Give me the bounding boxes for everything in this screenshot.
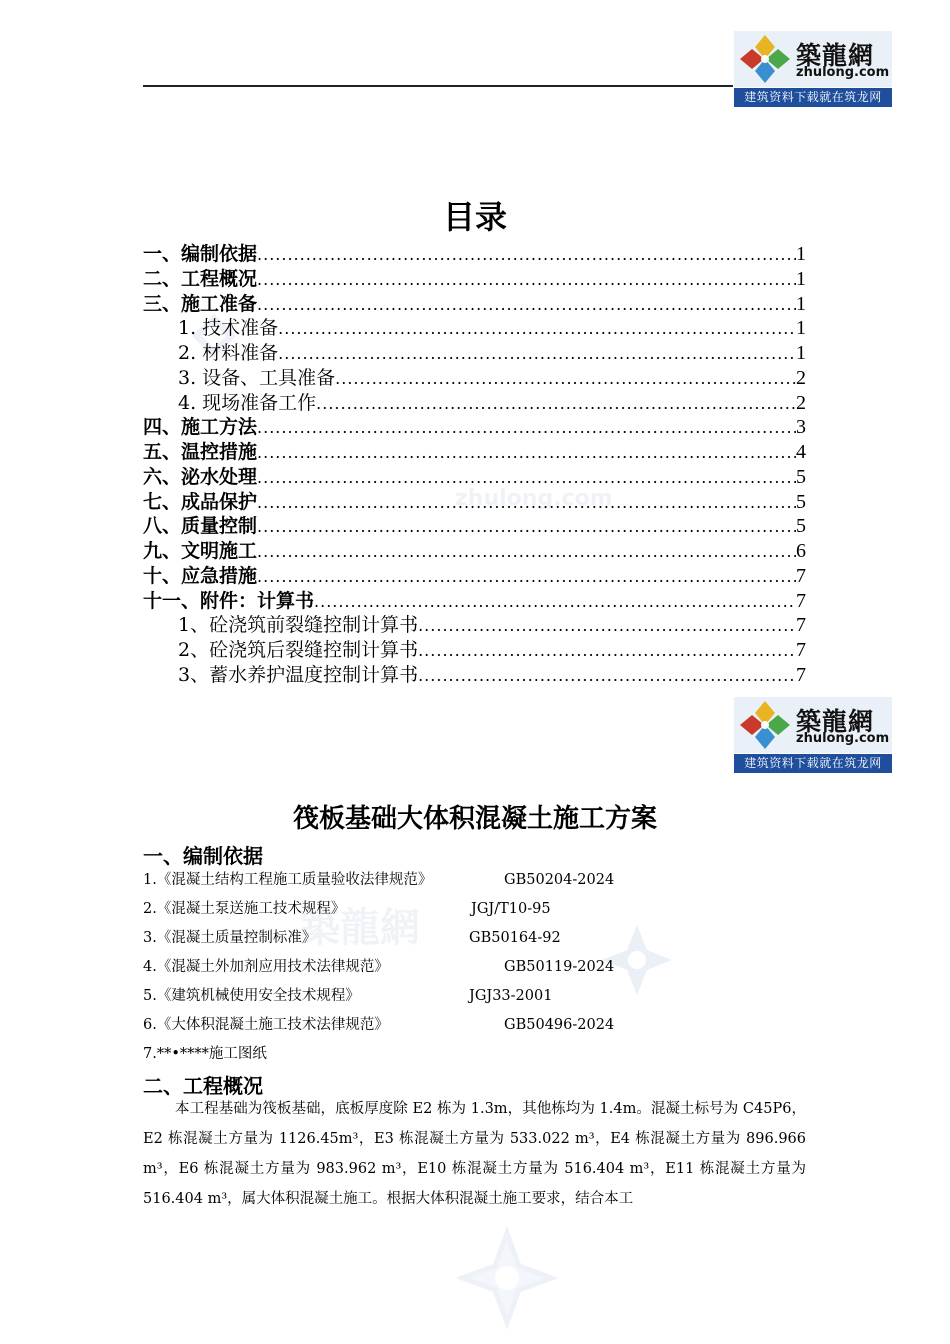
reference-list: [143, 866, 806, 1069]
overview-paragraph: [143, 1094, 806, 1214]
toc-entry-label: 3、蓄水养护温度控制计算书: [178, 663, 419, 686]
logo-name: 築龍網: [796, 41, 875, 70]
toc-dot-leader: [257, 565, 796, 590]
toc-page-number: 5: [796, 515, 806, 538]
header-rule: [143, 85, 733, 87]
zhulong-logo-icon: [738, 699, 792, 751]
reference-item: [143, 866, 806, 895]
toc-entry-label: 三、施工准备: [143, 292, 258, 315]
reference-name: 1.《混凝土结构工程施工质量验收法律规范》: [143, 872, 433, 888]
toc-dot-leader: [257, 293, 796, 318]
toc-entry-label: 二、工程概况: [143, 267, 258, 290]
toc-dot-leader: [418, 639, 796, 664]
toc-entry-label: 2. 材料准备: [178, 342, 279, 364]
toc-entry[interactable]: [143, 589, 806, 614]
toc-dot-leader: [418, 664, 796, 689]
reference-code: GB50496-2024: [504, 1017, 615, 1033]
toc-dot-leader: [257, 441, 796, 466]
toc-page-number: 1: [796, 292, 806, 315]
toc-page-number: 3: [796, 416, 806, 439]
reference-item: [143, 924, 806, 953]
toc-page-number: 4: [796, 441, 806, 463]
watermark-snowflake-bottom: [455, 1226, 559, 1334]
logo-tagline: 建筑资料下载就在筑龙网: [734, 88, 892, 107]
toc-page-number: 5: [796, 465, 806, 488]
toc-entry[interactable]: [143, 613, 806, 638]
toc-entry[interactable]: [143, 267, 806, 292]
toc-entry[interactable]: [143, 316, 806, 341]
toc-dot-leader: [257, 416, 796, 441]
toc-entry-label: 2、砼浇筑后裂缝控制计算书: [178, 639, 419, 661]
toc-entry-label: 一、编制依据: [143, 243, 258, 265]
toc-page-number: 5: [796, 490, 806, 513]
toc-entry-label: 4. 现场准备工作: [178, 391, 317, 414]
reference-code: GB50204-2024: [504, 872, 615, 888]
toc-entry-label: 1. 技术准备: [178, 317, 279, 340]
toc-entry-label: 九、文明施工: [143, 540, 258, 562]
watermark-text-mid: zhulong.com: [455, 486, 613, 511]
reference-name: 7.**•****施工图纸: [143, 1046, 267, 1062]
reference-item: [143, 982, 806, 1011]
toc-title: 目录: [442, 198, 507, 236]
toc-dot-leader: [335, 367, 796, 392]
toc-dot-leader: [278, 342, 796, 367]
toc-page-number: 2: [796, 366, 806, 389]
toc-entry-label: 3. 设备、工具准备: [178, 366, 336, 389]
toc-entry-label: 1、砼浇筑前裂缝控制计算书: [178, 614, 419, 637]
reference-name: 3.《混凝土质量控制标准》: [143, 930, 317, 946]
reference-item: [143, 953, 806, 982]
toc-entry-label: 十一、附件：计算书: [143, 589, 315, 612]
logo-name: 築龍網: [796, 707, 875, 736]
toc-entry-label: 十、应急措施: [143, 564, 258, 587]
toc-entry-label: 七、成品保护: [143, 490, 258, 513]
toc-page-number: 7: [796, 614, 806, 637]
reference-code: GB50164-92: [469, 930, 561, 946]
toc-entry[interactable]: [143, 242, 806, 267]
section-heading-overview: 二、工程概况: [143, 1074, 263, 1098]
overview-text: 本工程基础为筏板基础，底板厚度除 E2 栋为 1.3m，其他栋均为 1.4m。混凝土标号为 C45P6，E2 栋混凝土方量为 1126.45m³，E3 栋混凝土方量为 533.022 m³，E4 栋混凝土方量为 896.966 m³，E6 栋混凝土方量为 983.962 m³，E10 栋混凝土方量为 516.404 m³，E11 栋混凝土方量为 516.404 m³，属大体积混凝土施工。根据大体积混凝土施工要求，结合本工: [143, 1101, 806, 1207]
toc-dot-leader: [314, 590, 796, 615]
reference-code: JGJ33-2001: [469, 988, 553, 1004]
logo-domain: zhulong.com: [796, 731, 890, 746]
zhulong-logo-header: [734, 31, 892, 107]
toc-entry[interactable]: [143, 490, 806, 515]
logo-domain: zhulong.com: [796, 65, 890, 80]
toc-page-number: 7: [796, 639, 806, 661]
toc-page-number: 1: [796, 342, 806, 364]
reference-item: [143, 1040, 806, 1069]
toc-page-number: 6: [796, 540, 806, 562]
toc-entry-label: 六、泌水处理: [143, 465, 258, 488]
zhulong-logo-body: [734, 697, 892, 773]
toc-dot-leader: [257, 491, 796, 516]
reference-name: 4.《混凝土外加剂应用技术法律规范》: [143, 959, 389, 975]
toc-dot-leader: [257, 268, 796, 293]
toc-page-number: 1: [796, 243, 806, 265]
toc-dot-leader: [257, 515, 796, 540]
toc-dot-leader: [316, 392, 796, 417]
section-heading-basis: 一、编制依据: [143, 844, 263, 868]
toc-page-number: 1: [796, 317, 806, 340]
reference-item: [143, 1011, 806, 1040]
reference-code: JGJ/T10-95: [471, 901, 551, 917]
toc-entry[interactable]: [143, 440, 806, 465]
toc-list: [143, 242, 806, 688]
toc-entry[interactable]: [143, 564, 806, 589]
toc-entry[interactable]: [143, 514, 806, 539]
toc-entry[interactable]: [143, 391, 806, 416]
toc-dot-leader: [418, 614, 796, 639]
reference-item: [143, 895, 806, 924]
toc-dot-leader: [257, 243, 796, 268]
toc-page-number: 7: [796, 564, 806, 587]
toc-dot-leader: [257, 540, 796, 565]
toc-dot-leader: [278, 317, 796, 342]
watermark-text-cn: 築龍網: [300, 904, 420, 951]
reference-name: 2.《混凝土泵送施工技术规程》: [143, 901, 346, 917]
toc-entry[interactable]: [143, 366, 806, 391]
toc-page-number: 2: [796, 391, 806, 414]
toc-entry-label: 八、质量控制: [143, 515, 258, 538]
toc-page-number: 1: [796, 267, 806, 290]
toc-page-number: 7: [796, 589, 806, 612]
toc-entry[interactable]: [143, 638, 806, 663]
toc-entry[interactable]: [143, 539, 806, 564]
document-title: 筏板基础大体积混凝土施工方案: [292, 804, 657, 834]
reference-code: GB50119-2024: [504, 959, 615, 975]
toc-page-number: 7: [796, 663, 806, 686]
reference-name: 6.《大体积混凝土施工技术法律规范》: [143, 1017, 389, 1033]
toc-dot-leader: [257, 466, 796, 491]
zhulong-logo-icon: [738, 33, 792, 85]
toc-entry-label: 四、施工方法: [143, 416, 258, 439]
toc-entry[interactable]: [143, 415, 806, 440]
logo-tagline: 建筑资料下载就在筑龙网: [734, 754, 892, 773]
toc-entry[interactable]: [143, 465, 806, 490]
toc-entry[interactable]: [143, 341, 806, 366]
toc-entry[interactable]: [143, 663, 806, 688]
reference-name: 5.《建筑机械使用安全技术规程》: [143, 988, 360, 1004]
toc-entry[interactable]: [143, 292, 806, 317]
toc-entry-label: 五、温控措施: [143, 441, 258, 463]
